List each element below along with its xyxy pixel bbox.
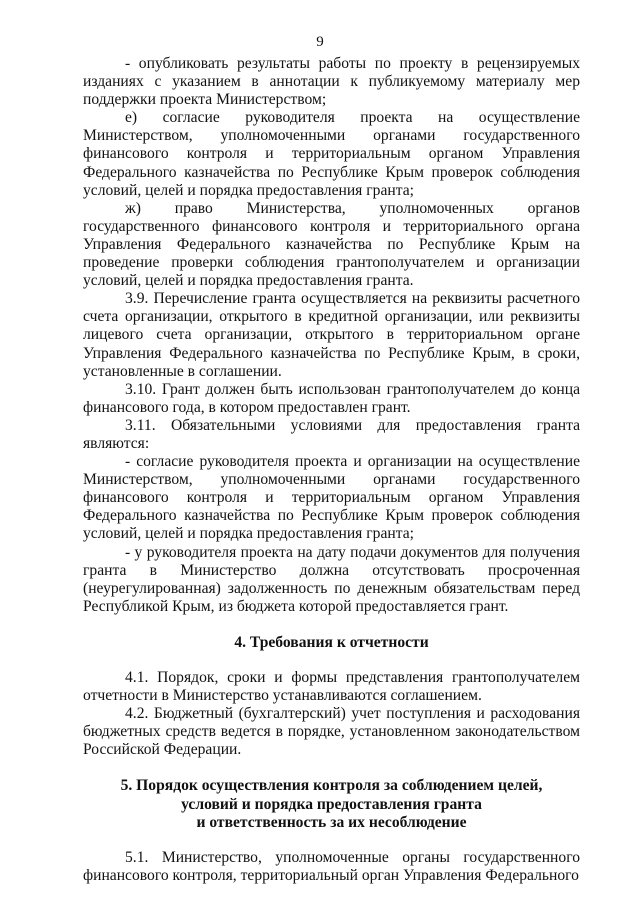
section-5-heading-line: и ответственность за их несоблюдение [196, 813, 467, 831]
section-4-heading: 4. Требования к отчетности [234, 633, 429, 651]
paragraph-4-2: 4.2. Бюджетный (бухгалтерский) учет поступления и расходования бюджетных средств ведется в порядке, установленном законодательством Российской Федерации. [83, 705, 580, 759]
paragraph-3-10: 3.10. Грант должен быть использован грантополучателем до конца финансового года, в котором предоставлен грант. [83, 380, 580, 416]
paragraph-3-11: 3.11. Обязательными условиями для предоставления гранта являются: [83, 416, 580, 452]
paragraph-5-1: 5.1. Министерство, уполномоченные органы государственного финансового контроля, территориальный орган Управления Федерального [83, 848, 580, 884]
section-5-heading-line: условий и порядка предоставления гранта [181, 795, 482, 813]
paragraph-4-1: 4.1. Порядок, сроки и формы представления грантополучателем отчетности в Министерство устанавливаются соглашением. [83, 669, 580, 705]
page-number: 9 [316, 34, 324, 50]
paragraph-3-8-zh: ж) право Министерства, уполномоченных органов государственного финансового контроля и территориального органа Управления Федерального казначейства по Республике Крым на проведение проверки соблюдения грантополучателем и организации условий, целей и порядка предоставления гранта. [83, 199, 580, 290]
paragraph-3-11-consent: - согласие руководителя проекта и организации на осуществление Министерством, уполномоченными органами государственного финансового контроля и территориальным органом Управления Федерального казначейства по Республике Крым проверок соблюдения условий, целей и порядка предоставления гранта; [83, 453, 580, 543]
document-body [83, 55, 580, 885]
paragraph-3-9: 3.9. Перечисление гранта осуществляется на реквизиты расчетного счета организации, открытого в кредитной организации, или реквизиты лицевого счета организации, открытого в территориальном органе Управления Федерального казначейства по Республике Крым, в сроки, установленные в соглашении. [83, 290, 580, 380]
paragraph-3-11-debt: - у руководителя проекта на дату подачи документов для получения гранта в Министерство должна отсутствовать просроченная (неурегулированная) задолженность по денежным обязательствам перед Республикой Крым, из бюджета которой предоставляется грант. [83, 543, 580, 615]
section-5-heading-line: 5. Порядок осуществления контроля за соблюдением целей, [120, 777, 543, 795]
paragraph-3-8-e: е) согласие руководителя проекта на осуществление Министерством, уполномоченными органами государственного финансового контроля и территориальным органом Управления Федерального казначейства по Республике Крым проверок соблюдения условий, целей и порядка предоставления гранта; [83, 109, 580, 199]
section-5-heading [83, 777, 580, 831]
paragraph-publish-results: - опубликовать результаты работы по проекту в рецензируемых изданиях с указанием в аннотации к публикуемому материалу мер поддержки проекта Министерством; [83, 55, 580, 109]
